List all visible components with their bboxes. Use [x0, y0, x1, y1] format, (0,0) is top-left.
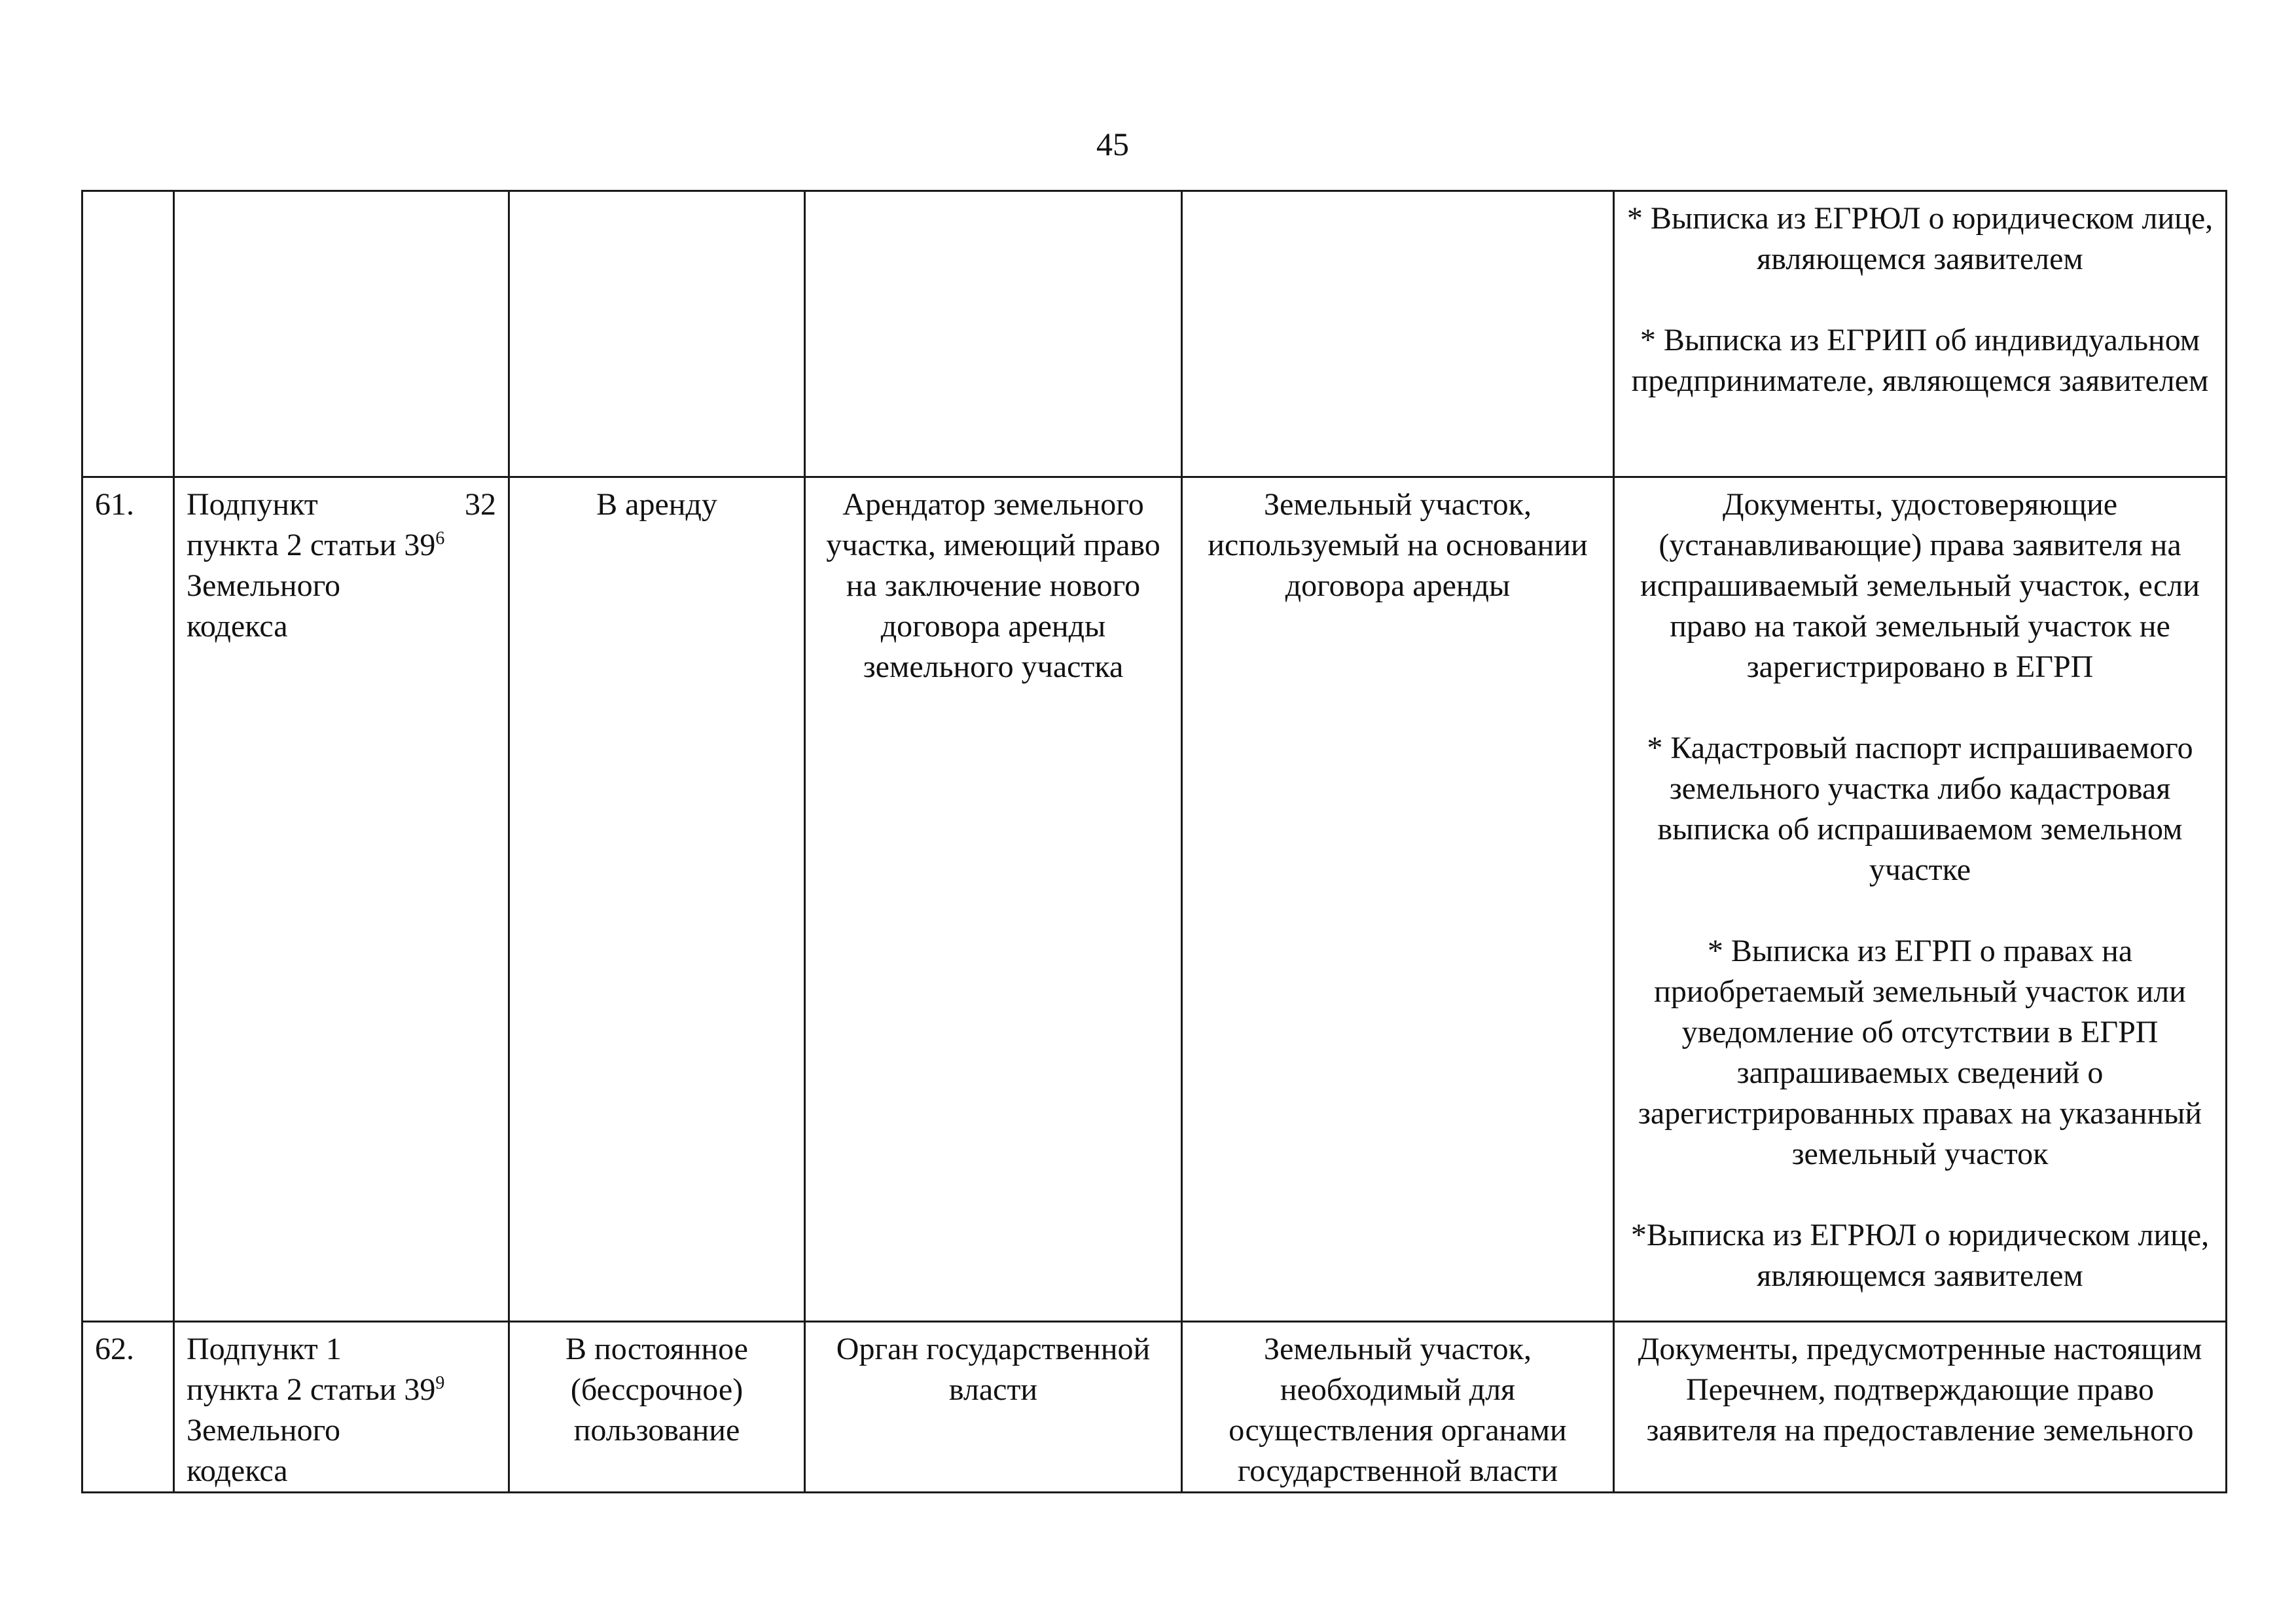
table-row-61 — [82, 477, 2227, 1322]
documents — [1614, 1322, 2227, 1493]
basis-word: Подпункт — [187, 487, 318, 522]
land-plot: Земельный участок, необходимый для осуществления органами государственной власти — [1182, 1322, 1614, 1493]
page-number: 45 — [1096, 126, 1129, 162]
document-item: Документы, удостоверяющие (устанавливающие) права заявителя на испрашиваемый земельный участок, если право на такой земельный участок не зарегистрировано в ЕГРП — [1640, 487, 2200, 684]
cell-right-type — [509, 191, 805, 477]
cell-number — [82, 191, 174, 477]
cell-land-plot — [1182, 191, 1614, 477]
basis-article-superscript: 6 — [435, 528, 445, 549]
documents — [1614, 477, 2227, 1322]
basis-number: 32 — [465, 487, 496, 522]
table-row-62 — [82, 1322, 2227, 1493]
document-item: *Выписка из ЕГРЮЛ о юридическом лице, являющемся заявителем — [1630, 1218, 2210, 1293]
cell-documents — [1614, 191, 2227, 477]
basis-article: пункта 2 статьи 39 — [187, 1372, 436, 1407]
right-type: В аренду — [509, 477, 805, 1322]
right-type: В постоянное (бессрочное) пользование — [509, 1322, 805, 1493]
row-number: 61. — [82, 477, 174, 1322]
basis-code: кодекса — [187, 1453, 288, 1488]
applicant: Орган государственной власти — [805, 1322, 1182, 1493]
document-item: * Выписка из ЕГРП о правах на приобретаемый земельный участок или уведомление об отсутствии в ЕГРП запрашиваемых сведений о зарегистрированных правах на указанный земельный участок — [1638, 934, 2202, 1171]
document-item: * Выписка из ЕГРЮЛ о юридическом лице, являющемся заявителем — [1626, 201, 2214, 276]
cell-basis — [174, 191, 509, 477]
land-plot: Земельный участок, используемый на основании договора аренды — [1182, 477, 1614, 1322]
basis-article: пункта 2 статьи 39 — [187, 528, 436, 562]
basis-article-superscript: 9 — [435, 1373, 445, 1393]
cell-applicant — [805, 191, 1182, 477]
table-row-continuation — [82, 191, 2227, 477]
legal-basis — [174, 1322, 509, 1493]
document-item: Документы, предусмотренные настоящим Перечнем, подтверждающие право заявителя на предоставление земельного — [1638, 1332, 2202, 1448]
basis-code: Земельного — [187, 1413, 341, 1448]
basis-word: Подпункт 1 — [187, 1332, 342, 1366]
basis-code: Земельного — [187, 568, 341, 603]
document-item: * Кадастровый паспорт испрашиваемого земельного участка либо кадастровая выписка об испрашиваемом земельном участке — [1647, 731, 2193, 887]
land-documents-table — [81, 190, 2227, 1493]
basis-code: кодекса — [187, 609, 288, 644]
row-number: 62. — [82, 1322, 174, 1493]
legal-basis — [174, 477, 509, 1322]
applicant: Арендатор земельного участка, имеющий право на заключение нового договора аренды земельного участка — [805, 477, 1182, 1322]
document-item: * Выписка из ЕГРИП об индивидуальном предпринимателе, являющемся заявителем — [1631, 323, 2209, 398]
